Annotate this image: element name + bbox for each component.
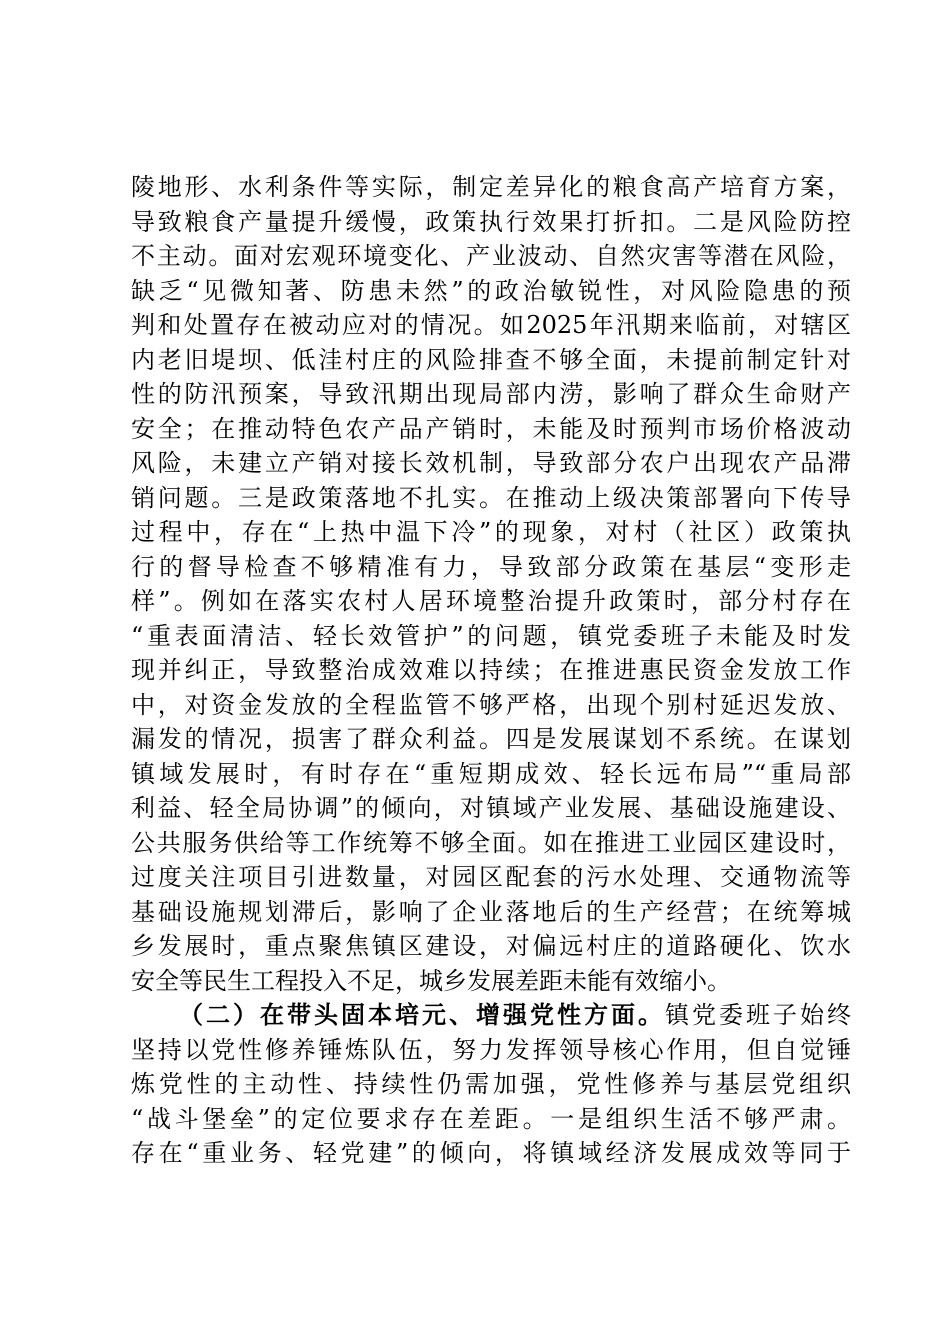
body-line: 中，对资金发放的全程监管不够严格，出现个别村延迟发放、 — [131, 690, 851, 719]
section-heading: （二）在带头固本培元、增强党性方面。 — [179, 1000, 665, 1029]
body-line: 判和处置存在被动应对的情况。如2025年汛期来临前，对辖区 — [131, 311, 851, 339]
body-line: 坚持以党性修养锤炼队伍，努力发挥领导核心作用，但自觉锤 — [131, 1035, 851, 1064]
body-line: 销问题。三是政策落地不扎实。在推动上级决策部署向下传导 — [131, 483, 851, 512]
body-line: 行的督导检查不够精准有力，导致部分政策在基层“变形走 — [131, 552, 851, 581]
section-heading-continuation: 镇党委班子始终 — [665, 1001, 851, 1029]
body-line: 过度关注项目引进数量，对园区配套的污水处理、交通物流等 — [131, 863, 851, 891]
body-line: 内老旧堤坝、低洼村庄的风险排查不够全面，未提前制定针对 — [131, 345, 851, 374]
body-line: 炼党性的主动性、持续性仍需加强，党性修养与基层党组织 — [131, 1070, 851, 1098]
body-line: 导致粮食产量提升缓慢，政策执行效果打折扣。二是风险防控 — [131, 207, 851, 236]
body-line: “重表面清洁、轻长效管护”的问题，镇党委班子未能及时发 — [131, 621, 851, 650]
body-line: 乡发展时，重点聚焦镇区建设，对偏远村庄的道路硬化、饮水 — [131, 932, 851, 960]
body-line: 风险，未建立产销对接长效机制，导致部分农户出现农产品滞 — [131, 449, 851, 477]
body-line: 漏发的情况，损害了群众利益。四是发展谋划不系统。在谋划 — [131, 725, 851, 753]
section-first-line — [131, 998, 851, 1033]
body-line: 公共服务供给等工作统筹不够全面。如在推进工业园区建设时， — [131, 828, 851, 857]
body-line: “战斗堡垒”的定位要求存在差距。一是组织生活不够严肃。 — [131, 1104, 851, 1133]
body-line: 陵地形、水利条件等实际，制定差异化的粮食高产培育方案， — [131, 173, 851, 201]
paragraph-end-line: 安全等民生工程投入不足，城乡发展差距未能有效缩小。 — [131, 966, 731, 995]
document-body — [131, 170, 851, 1171]
body-line: 镇域发展时，有时存在“重短期成效、轻长远布局”“重局部 — [131, 759, 851, 788]
body-line: 样”。例如在落实农村人居环境整治提升政策时，部分村存在 — [131, 587, 851, 615]
body-line: 利益、轻全局协调”的倾向，对镇域产业发展、基础设施建设、 — [131, 794, 851, 822]
body-line: 存在“重业务、轻党建”的倾向，将镇域经济发展成效等同于 — [131, 1139, 851, 1167]
body-line: 安全；在推动特色农产品产销时，未能及时预判市场价格波动 — [131, 414, 851, 443]
body-line: 基础设施规划滞后，影响了企业落地后的生产经营；在统筹城 — [131, 897, 851, 926]
body-line: 缺乏“见微知著、防患未然”的政治敏锐性，对风险隐患的预 — [131, 276, 851, 305]
body-line: 不主动。面对宏观环境变化、产业波动、自然灾害等潜在风险， — [131, 242, 851, 270]
body-line: 过程中，存在“上热中温下冷”的现象，对村（社区）政策执 — [131, 518, 851, 546]
body-line: 性的防汛预案，导致汛期出现局部内涝，影响了群众生命财产 — [131, 380, 851, 408]
body-line: 现并纠正，导致整治成效难以持续；在推进惠民资金发放工作 — [131, 656, 851, 684]
